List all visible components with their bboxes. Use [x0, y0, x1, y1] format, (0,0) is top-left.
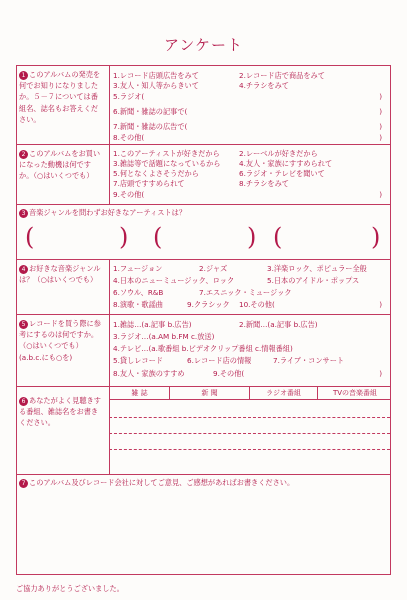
q2-option-9-close: )	[379, 190, 382, 199]
q1-option-4[interactable]: 4.チラシをみて	[239, 81, 289, 90]
q5-option-2[interactable]: 2.新聞…(a.記事 b.広告)	[239, 320, 318, 329]
header-radio: ラジオ番組	[249, 387, 317, 399]
artist-field-1-close: )	[119, 223, 129, 251]
q4-option-2[interactable]: 2.ジャズ	[199, 264, 228, 273]
q4-option-10[interactable]: 10.その他(	[239, 300, 275, 309]
q2-option-7[interactable]: 7.店頭ですすめられて	[113, 179, 185, 188]
artist-field-1-open[interactable]: (	[25, 223, 35, 251]
q5-option-9-close: )	[379, 369, 382, 378]
question-5-row	[17, 315, 390, 387]
q4-option-3[interactable]: 3.洋楽ロック、ポピュラー全般	[267, 264, 367, 273]
q2-option-4[interactable]: 4.友人・家族にすすめられて	[239, 159, 333, 168]
answer-line-3[interactable]	[109, 449, 390, 450]
page-title: アンケート	[163, 36, 244, 54]
q2-option-6[interactable]: 6.ラジオ・テレビを聞いて	[239, 169, 325, 178]
q1-option-1[interactable]: 1.レコード店頭広告をみて	[113, 71, 199, 80]
thanks-note: ご協力ありがとうございました。	[16, 584, 124, 593]
q2-option-9[interactable]: 9.その他(	[113, 190, 145, 199]
q4-option-6[interactable]: 6.ソウル、R&B	[113, 288, 164, 297]
q5-option-8[interactable]: 8.友人・家族のすすめ	[113, 369, 185, 378]
question-1-text: 1 このアルバムの発売を何でお知りになりましたか。５－７については番組名、誌名もお答えください。	[19, 70, 101, 124]
question-6-text: 6 あなたがよく見聴きする番組、雑誌名をお書きください。	[19, 396, 101, 428]
question-5-text: 5 レコードを買う際に参考にするのは何ですか。（○はいくつでも）(a.b.c.にも○を)	[19, 319, 101, 362]
q4-option-10-close: )	[379, 300, 382, 309]
header-newspaper: 新 聞	[169, 387, 249, 399]
q5-option-6[interactable]: 6.レコード店の情報	[187, 356, 252, 365]
q1-option-8-close: )	[379, 133, 382, 142]
artist-field-3-open[interactable]: (	[273, 223, 283, 251]
question-4-text: 4 お好きな音楽ジャンルは？（○はいくつでも）	[19, 264, 101, 285]
row-divider	[109, 145, 110, 204]
q1-option-7-close: )	[379, 122, 382, 131]
q1-option-6[interactable]: 6.新聞・雑誌の記事で(	[113, 107, 188, 116]
q2-option-2[interactable]: 2.レーベルが好きだから	[239, 149, 318, 158]
q1-option-5[interactable]: 5.ラジオ(	[113, 92, 145, 101]
question-3-row	[17, 205, 390, 260]
question-4-row	[17, 260, 390, 315]
q5-option-5[interactable]: 5.貸しレコード	[113, 356, 163, 365]
q2-option-5[interactable]: 5.何となくよさそうだから	[113, 169, 199, 178]
q4-option-9[interactable]: 9.クラシック	[187, 300, 230, 309]
question-2-row	[17, 145, 390, 205]
q5-option-1[interactable]: 1.雑誌…(a.記事 b.広告)	[113, 320, 192, 329]
question-7-text: 7 このアルバム及びレコード会社に対してご意見、ご感想があればお書きください。	[19, 478, 294, 488]
q4-option-4[interactable]: 4.日本のニューミュージック、ロック	[113, 276, 235, 285]
question-1-row	[17, 66, 390, 145]
artist-field-2-close: )	[247, 223, 257, 251]
answer-line-1[interactable]	[109, 417, 390, 418]
row-divider	[109, 66, 110, 144]
q2-option-1[interactable]: 1.このアーティストが好きだから	[113, 149, 220, 158]
question-7-row	[17, 475, 390, 575]
q2-option-8[interactable]: 8.チラシをみて	[239, 179, 289, 188]
answer-line-2[interactable]	[109, 433, 390, 434]
artist-field-2-open[interactable]: (	[153, 223, 163, 251]
header-tv: TVの音楽番組	[317, 387, 392, 399]
q1-option-6-close: )	[379, 107, 382, 116]
q2-option-3[interactable]: 3.雑誌等で話題になっているから	[113, 159, 221, 168]
q4-option-7[interactable]: 7.エスニック・ミュージック	[199, 288, 292, 297]
header-underline	[109, 399, 390, 400]
q4-option-5[interactable]: 5.日本のアイドル・ポップス	[267, 276, 360, 285]
q1-option-7[interactable]: 7.新聞・雑誌の広告で(	[113, 122, 188, 131]
row-divider	[109, 387, 110, 474]
header-magazine: 雑 誌	[109, 387, 169, 399]
question-3-text: 3 音楽ジャンルを問わずお好きなアーティストは？	[19, 208, 186, 218]
q5-option-4[interactable]: 4.テレビ…(a.歌番組 b.ビデオクリップ番組 c.情報番組)	[113, 344, 293, 353]
q5-option-3[interactable]: 3.ラジオ…(a.AM b.FM c.放送)	[113, 332, 215, 341]
q5-option-9[interactable]: 9.その他(	[213, 369, 245, 378]
q1-option-8[interactable]: 8.その他(	[113, 133, 145, 142]
row-divider	[109, 260, 110, 314]
q5-option-7[interactable]: 7.ライブ・コンサート	[273, 356, 345, 365]
q1-option-3[interactable]: 3.友人・知人等からきいて	[113, 81, 199, 90]
q1-option-5-close: )	[379, 92, 382, 101]
question-6-row	[17, 387, 390, 475]
row-divider	[109, 315, 110, 386]
question-2-text: 2 このアルバムをお買いになった動機は何ですか。（○はいくつでも）	[19, 149, 101, 181]
survey-frame	[16, 65, 391, 575]
comment-area[interactable]	[21, 491, 386, 571]
q1-option-2[interactable]: 2.レコード店で商品をみて	[239, 71, 325, 80]
artist-field-3-close: )	[371, 223, 381, 251]
q4-option-8[interactable]: 8.演歌・歌謡曲	[113, 300, 163, 309]
q4-option-1[interactable]: 1.フュージョン	[113, 264, 163, 273]
